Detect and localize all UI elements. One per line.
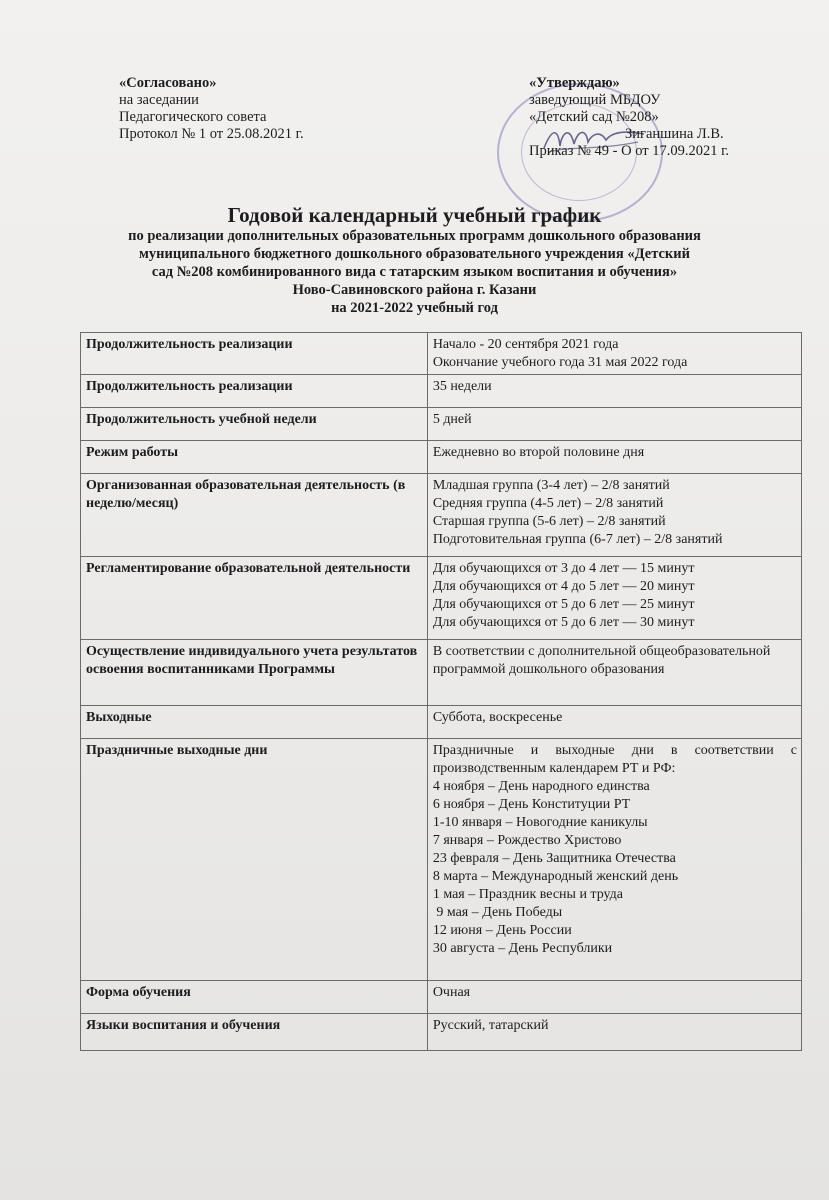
row-value-line: Суббота, воскресенье [432,710,563,725]
document-title: Годовой календарный учебный график [227,203,602,227]
row-value-line: В соответствии с дополнительной общеобразовательной программой дошкольного образования [432,644,771,677]
row-value-line: Окончание учебного года 31 мая 2022 года [432,355,688,370]
row-label: Осуществление индивидуального учета результатов освоения воспитанниками Программы [81,640,428,706]
document-subtitle-line: по реализации дополнительных образовательных программ дошкольного образования [128,228,701,244]
approval-approved-header: «Утверждаю» [529,75,620,91]
row-value-line: 9 мая – День Победы [432,905,563,920]
row-value-line: Для обучающихся от 3 до 4 лет — 15 минут [432,561,695,576]
row-value [427,557,801,640]
row-value [427,981,801,1014]
row-value [427,375,801,408]
row-value-line: Для обучающихся от 5 до 6 лет — 30 минут [432,615,695,630]
document-subtitle-line: муниципального бюджетного дошкольного образовательного учреждения «Детский [139,246,690,262]
row-value-line: 23 февраля – День Защитника Отечества [432,851,676,866]
row-value [427,408,801,441]
row-value [427,640,801,706]
row-label: Продолжительность реализации [81,375,428,408]
approval-agreed-line: Протокол № 1 от 25.08.2021 г. [119,126,304,142]
row-value [427,441,801,474]
row-value [427,706,801,739]
approval-approved-order: Приказ № 49 - О от 17.09.2021 г. [529,143,730,159]
approval-approved-line: «Детский сад №208» [529,109,659,125]
approval-agreed-line: на заседании [119,92,199,108]
row-value-line: Младшая группа (3-4 лет) – 2/8 занятий [432,478,670,493]
approval-agreed-header: «Согласовано» [119,75,217,91]
row-value-line: Праздничные и выходные дни в соответствии с производственным календарем РТ и РФ: [432,743,797,776]
row-value-line: Подготовительная группа (6-7 лет) – 2/8 занятий [432,532,723,547]
row-value-line: Для обучающихся от 5 до 6 лет — 25 минут [432,597,695,612]
approval-approved-block [529,75,809,160]
row-value-line: Для обучающихся от 4 до 5 лет — 20 минут [432,579,695,594]
document-title-block [0,203,829,317]
row-value [427,739,801,981]
row-value-line: 35 недели [432,379,492,394]
row-label: Форма обучения [81,981,428,1014]
table-row [81,1014,802,1051]
row-label: Режим работы [81,441,428,474]
row-value-line: 7 января – Рождество Христово [432,833,622,848]
row-label: Продолжительность учебной недели [81,408,428,441]
row-value-line: 1-10 января – Новогодние каникулы [432,815,648,830]
row-label: Праздничные выходные дни [81,739,428,981]
table-row [81,333,802,375]
table-row [81,408,802,441]
row-label: Языки воспитания и обучения [81,1014,428,1051]
approval-approved-signer: Зиганшина Л.В. [625,126,724,142]
row-value-line: 5 дней [432,412,472,427]
row-value-line: 12 июня – День России [432,923,572,938]
row-value [427,333,801,375]
row-value [427,1014,801,1051]
table-row [81,474,802,557]
table-row [81,441,802,474]
row-label: Выходные [81,706,428,739]
table-row [81,739,802,981]
row-label: Организованная образовательная деятельность (в неделю/месяц) [81,474,428,557]
row-value-line: Начало - 20 сентября 2021 года [432,337,619,352]
table-row [81,981,802,1014]
approval-agreed-line: Педагогического совета [119,109,267,125]
row-value-line: Средняя группа (4-5 лет) – 2/8 занятий [432,496,664,511]
table-row [81,640,802,706]
approval-approved-line: заведующий МБДОУ [529,92,661,108]
row-value [427,474,801,557]
table-row [81,557,802,640]
document-subtitle-line: сад №208 комбинированного вида с татарским языком воспитания и обучения» [151,264,678,280]
row-label: Регламентирование образовательной деятельности [81,557,428,640]
approval-agreed-block [119,75,419,143]
row-value-line: Русский, татарский [432,1018,549,1033]
row-value-line: 30 августа – День Республики [432,941,613,956]
row-value-line: Очная [432,985,471,1000]
row-value-line: Ежедневно во второй половине дня [432,445,645,460]
row-value-line: 4 ноября – День народного единства [432,779,650,794]
document-subtitle-line: на 2021-2022 учебный год [331,300,498,316]
row-value-line: 8 марта – Международный женский день [432,869,679,884]
table-row [81,375,802,408]
row-value-line: 6 ноября – День Конституции РТ [432,797,631,812]
row-value-line: Старшая группа (5-6 лет) – 2/8 занятий [432,514,666,529]
schedule-table [80,332,802,1051]
table-row [81,706,802,739]
row-label: Продолжительность реализации [81,333,428,375]
row-value-line: 1 мая – Праздник весны и труда [432,887,623,902]
document-subtitle-line: Ново-Савиновского района г. Казани [292,282,537,298]
